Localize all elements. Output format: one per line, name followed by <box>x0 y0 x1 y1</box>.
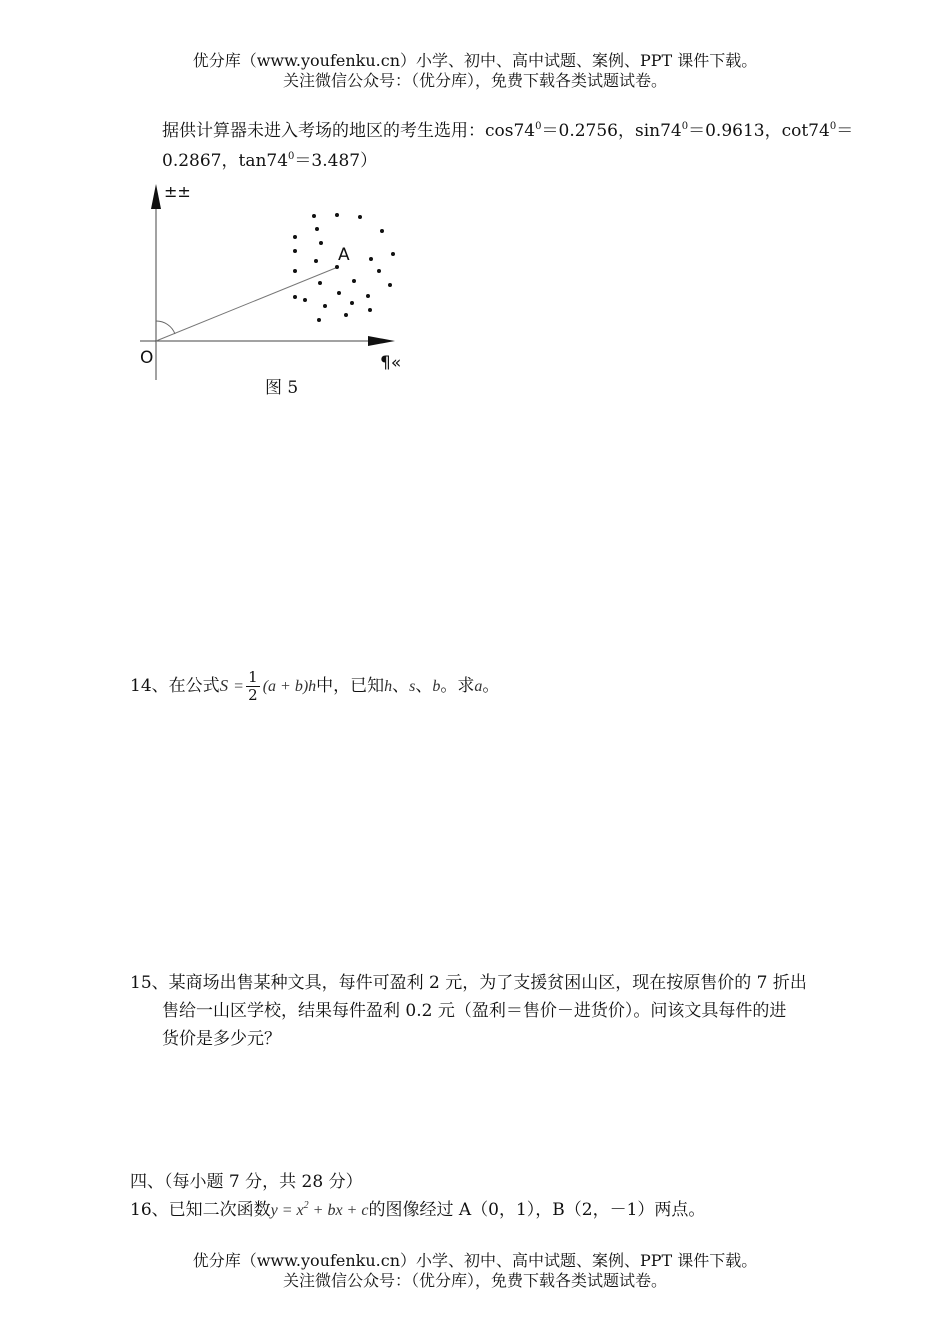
dot <box>319 241 323 245</box>
q14-var-a: a <box>474 678 483 695</box>
q14-lead: 在公式 <box>168 676 220 696</box>
dot <box>317 318 321 322</box>
degree-mark: 0 <box>829 121 837 132</box>
dot <box>350 301 354 305</box>
q14-number: 14、 <box>130 676 169 696</box>
q16-formula-eq: = x <box>277 1202 304 1219</box>
dot <box>368 308 372 312</box>
angle-arc <box>156 321 175 334</box>
q14-var-b: b <box>432 678 441 695</box>
fraction-denominator: 2 <box>248 686 258 704</box>
question-16 <box>130 1198 705 1223</box>
dot <box>293 269 297 273</box>
y-axis-label: ±± <box>164 182 191 201</box>
dot <box>377 269 381 273</box>
q14-sep: 、 <box>392 676 410 696</box>
dot <box>352 279 356 283</box>
q16-lead: 已知二次函数 <box>168 1200 271 1220</box>
dot <box>335 265 339 269</box>
q14-var-h: h <box>384 678 393 695</box>
dot <box>388 283 392 287</box>
cot-value: 0.2867， <box>162 151 239 171</box>
q16-var-y: y <box>270 1202 278 1219</box>
q14-var-s-small: s <box>409 678 416 695</box>
dot <box>293 249 297 253</box>
degree-mark: 0 <box>535 121 542 132</box>
cot-label: cot74 <box>781 121 830 141</box>
dot <box>312 214 316 218</box>
dot <box>369 257 373 261</box>
figure-caption: 图 5 <box>265 378 299 398</box>
dot <box>303 298 307 302</box>
q14-equals: = <box>234 678 244 695</box>
dot <box>323 304 327 308</box>
page-header-line-2: 关注微信公众号：（优分库），免费下载各类试题试卷。 <box>282 71 667 90</box>
dot <box>315 227 319 231</box>
dot <box>318 281 322 285</box>
ray-oa <box>156 267 338 341</box>
q14-var-s: S <box>219 676 229 695</box>
question-15-line-3: 货价是多少元？ <box>162 1029 281 1049</box>
q16-tail: 的图像经过 A（0，1），B（2，－1）两点。 <box>368 1200 706 1220</box>
section-4-heading: 四、（每小题 7 分，共 28 分） <box>130 1172 363 1192</box>
note-intro: 据供计算器未进入考场的地区的考生选用： <box>162 121 485 141</box>
q14-sep: 、 <box>415 676 433 696</box>
calculator-note-line-2 <box>162 149 377 173</box>
scatter-dots <box>293 213 395 322</box>
dot <box>391 252 395 256</box>
cos-value: ＝0.2756， <box>541 121 635 141</box>
dot <box>366 294 370 298</box>
dot <box>314 259 318 263</box>
x-axis-label: ¶« <box>380 353 402 373</box>
tan-value: ＝3.487） <box>294 151 378 171</box>
page-header-line-1: 优分库（www.youfenku.cn）小学、初中、高中试题、案例、PPT 课件下载。 <box>192 51 758 70</box>
q16-formula-rest: + bx + c <box>308 1202 369 1219</box>
q14-end: 。 <box>482 676 500 696</box>
q16-number: 16、 <box>130 1200 169 1220</box>
page-footer-line-1: 优分库（www.youfenku.cn）小学、初中、高中试题、案例、PPT 课件下载。 <box>192 1251 758 1270</box>
dot <box>380 229 384 233</box>
dot <box>293 295 297 299</box>
origin-label: O <box>140 348 154 368</box>
fraction-numerator: 1 <box>248 668 258 686</box>
cos-label: cos74 <box>485 121 536 141</box>
q16-exponent: 2 <box>303 1200 309 1211</box>
q14-fraction <box>246 669 260 704</box>
q14-expression: (a + b)h <box>262 678 317 695</box>
question-15-line-2: 售给一山区学校，结果每件盈利 0.2 元（盈利＝售价－进货价）。问该文具每件的进 <box>162 1001 787 1021</box>
degree-mark: 0 <box>681 121 689 132</box>
sin-label: sin74 <box>634 121 682 141</box>
q14-tail: 。求 <box>440 676 475 696</box>
dot <box>335 213 339 217</box>
dot <box>344 313 348 317</box>
cot-equals: ＝ <box>836 121 854 141</box>
x-axis-arrow <box>368 336 395 346</box>
figure-5-diagram <box>120 175 420 410</box>
degree-mark: 0 <box>288 151 295 162</box>
point-a-label: A <box>338 245 350 265</box>
dot <box>293 235 297 239</box>
calculator-note-line-1 <box>162 119 853 143</box>
question-15-line-1: 15、某商场出售某种文具，每件可盈利 2 元，为了支援贫困山区，现在按原售价的 7 折出 <box>130 973 807 993</box>
dot <box>358 215 362 219</box>
question-14 <box>130 666 499 707</box>
q14-mid: 中，已知 <box>316 676 385 696</box>
sin-value: ＝0.9613， <box>688 121 782 141</box>
y-axis-arrow <box>151 184 161 209</box>
tan-label: tan74 <box>238 151 289 171</box>
page-footer-line-2: 关注微信公众号：（优分库），免费下载各类试题试卷。 <box>282 1271 667 1290</box>
dot <box>337 291 341 295</box>
